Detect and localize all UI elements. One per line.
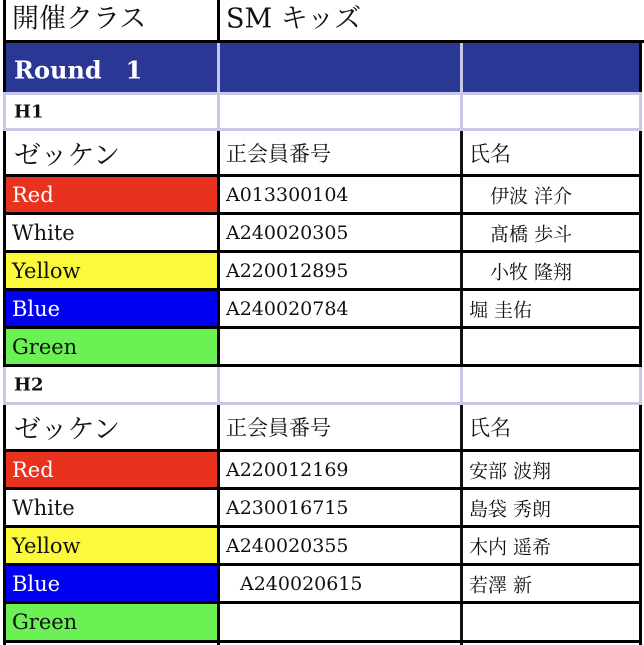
grid-line-h bbox=[3, 525, 642, 528]
class-label-cell bbox=[6, 0, 217, 40]
class-value-cell bbox=[220, 0, 644, 40]
name-cell: 木内 遥希 bbox=[469, 536, 552, 558]
col-header-name: 氏名 bbox=[469, 416, 511, 440]
bib-cell-blue: Blue bbox=[6, 291, 217, 326]
round-bar bbox=[6, 43, 642, 92]
col-header-name: 氏名 bbox=[469, 141, 511, 166]
member-no-cell: A230016715 bbox=[226, 496, 349, 519]
class-value: SM キッズ bbox=[226, 3, 362, 35]
class-label: 開催クラス bbox=[12, 3, 147, 35]
grid-line-h bbox=[3, 326, 642, 329]
name-cell bbox=[463, 329, 639, 364]
grid-line-h1-col2 bbox=[460, 92, 463, 131]
bib-cell-yellow: Yellow bbox=[6, 528, 217, 563]
bib-cell-yellow: Yellow bbox=[6, 253, 217, 288]
grid-line-h1-right bbox=[639, 92, 642, 131]
name-cell: 髙橋 歩斗 bbox=[490, 223, 573, 245]
name-cell: 小牧 隆翔 bbox=[490, 261, 573, 283]
member-no-cell: A013300104 bbox=[226, 183, 349, 206]
grid-line-h bbox=[3, 212, 642, 215]
name-cell: 堀 圭佑 bbox=[469, 299, 533, 321]
member-no-cell: A240020305 bbox=[226, 221, 349, 244]
heat-label-cell-h2 bbox=[6, 368, 217, 402]
name-cell: 安部 波翔 bbox=[469, 460, 552, 482]
grid-line-h bbox=[3, 250, 642, 253]
grid-line-h bbox=[3, 402, 642, 405]
heat-label: H2 bbox=[14, 374, 44, 396]
member-no-cell: A220012169 bbox=[226, 458, 349, 481]
bib-cell-white: White bbox=[6, 215, 217, 250]
grid-line-h2-left bbox=[3, 364, 6, 405]
member-no-cell: A240020355 bbox=[226, 534, 349, 557]
grid-line-h bbox=[3, 601, 642, 604]
heat-label-cell-h1 bbox=[6, 95, 217, 128]
grid-line-h bbox=[3, 640, 642, 643]
grid-line-h bbox=[3, 563, 642, 566]
grid-line-h bbox=[3, 487, 642, 490]
grid-line-h bbox=[3, 364, 642, 367]
grid-line-round-col1 bbox=[217, 43, 220, 92]
name-cell: 島袋 秀朗 bbox=[469, 498, 552, 520]
bib-cell-white: White bbox=[6, 490, 217, 525]
name-cell bbox=[463, 604, 639, 640]
grid-line-h2-col2 bbox=[460, 364, 463, 405]
member-no-cell: A220012895 bbox=[226, 259, 349, 282]
grid-line-h bbox=[3, 128, 642, 131]
bib-cell-blue: Blue bbox=[6, 566, 217, 601]
heat-label: H1 bbox=[14, 101, 44, 122]
grid-line-h bbox=[3, 92, 642, 95]
grid-line-round-col2 bbox=[460, 43, 463, 92]
member-no-cell bbox=[220, 329, 460, 364]
member-no-cell: A240020615 bbox=[240, 572, 363, 595]
name-cell: 若澤 新 bbox=[469, 574, 533, 596]
grid-line-h1-left bbox=[3, 92, 6, 131]
grid-line-h bbox=[3, 449, 642, 452]
bib-cell-green: Green bbox=[6, 329, 217, 364]
name-cell: 伊波 洋介 bbox=[490, 185, 573, 207]
col-header-bib: ゼッケン bbox=[14, 414, 121, 446]
grid-line-h bbox=[3, 40, 644, 43]
grid-line-h2-right bbox=[639, 364, 642, 405]
grid-line-h bbox=[3, 174, 642, 177]
grid-line-h2-col1 bbox=[217, 364, 220, 405]
col-header-member-no: 正会員番号 bbox=[226, 141, 331, 166]
col-header-bib: ゼッケン bbox=[14, 140, 121, 171]
grid-line-right bbox=[639, 43, 642, 645]
member-no-cell: A240020784 bbox=[226, 297, 349, 320]
bib-cell-red: Red bbox=[6, 177, 217, 212]
grid-line-h1-col1 bbox=[217, 92, 220, 131]
col-header-member-no: 正会員番号 bbox=[226, 416, 331, 440]
member-no-cell bbox=[220, 604, 460, 640]
bib-cell-red: Red bbox=[6, 452, 217, 487]
grid-line-h bbox=[3, 288, 642, 291]
round-label: Round 1 bbox=[14, 55, 143, 84]
bib-cell-green: Green bbox=[6, 604, 217, 640]
